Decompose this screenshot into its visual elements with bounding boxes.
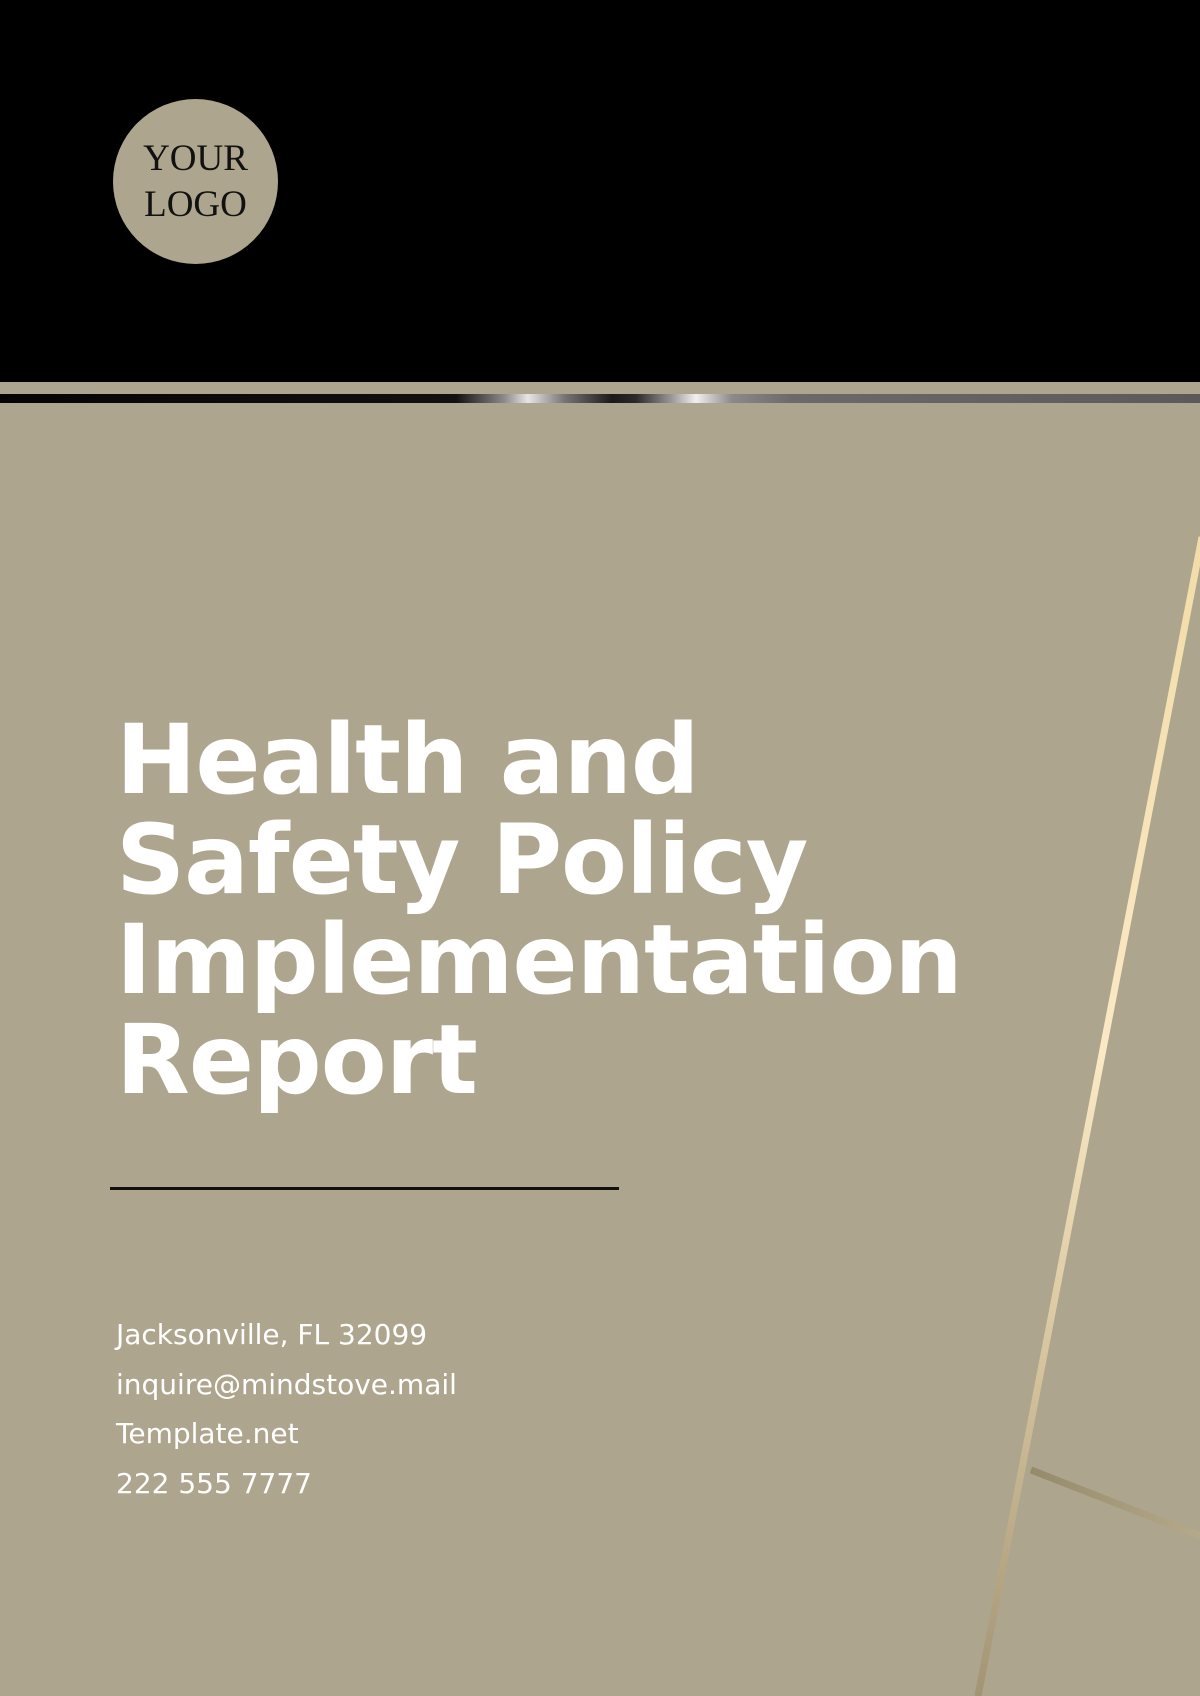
title-line: Report xyxy=(116,1004,477,1116)
contact-website: Template.net xyxy=(116,1417,299,1450)
contact-info xyxy=(116,1310,457,1508)
title-line: Implementation xyxy=(116,904,962,1016)
title-underline xyxy=(110,1187,619,1190)
contact-email: inquire@mindstove.mail xyxy=(116,1367,457,1401)
contact-phone: 222 555 7777 xyxy=(116,1466,312,1500)
title-line: Safety Policy xyxy=(116,804,808,916)
contact-address: Jacksonville, FL 32099 xyxy=(116,1318,428,1351)
report-title xyxy=(116,704,1016,1116)
logo-text: YOUR LOGO xyxy=(143,137,248,225)
title-line: Health and xyxy=(116,704,699,816)
diagonal-bronze-line xyxy=(1031,1470,1200,1536)
